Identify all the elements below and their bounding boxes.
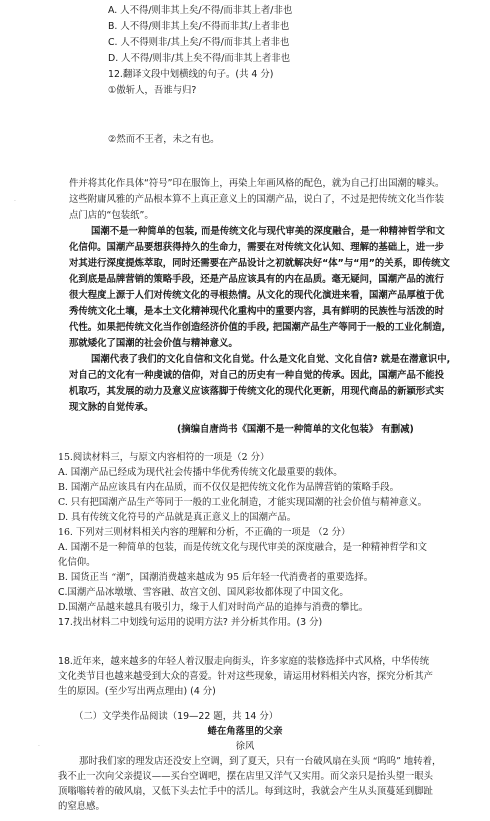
q11-option-d: D. 人不得/则非/其上矣不得/而非其上者非也 [108, 53, 291, 64]
q11-option-c: C. 人不得则非/其上矣/不得/而非其上者非也 [108, 37, 290, 48]
margin-mark: · [14, 198, 16, 205]
material-line: 秀传统文化土壤，是本土文化精神现代化重构中的重要内容，具有鲜明的民族性与活泼的时 [69, 306, 445, 317]
q15-option-c: C. 只有把国潮产品生产等同于一般的工业化制造，才能实现国潮的社会价值与精神意义。 [58, 497, 428, 508]
material-source: (摘编自唐尚书《国潮不是一种简单的文化包装》 有删减) [177, 424, 414, 435]
story-line: 我不止一次向父亲提议——买台空调吧，摆在店里又洋气又实用。而父亲只是抬头望一眼头 [58, 771, 434, 782]
story-line: 的窒息感。 [58, 801, 105, 812]
material-line: 很大程度上源于人们对传统文化的寻根热情。从文化的现代化演进来看，国潮产品厚植于优 [69, 290, 445, 301]
q18-line: 文化类节目也越来越受到大众的喜爱。针对这些现象，请运用材料相关内容，探究分析其产 [58, 671, 434, 682]
material-line: 对自己的文化有一种虔诚的信仰，对自己的历史有一种自觉的传承。因此，国潮产品不能投 [69, 370, 445, 381]
story-author: 徐风 [235, 741, 255, 752]
material-line: 国潮不是一种简单的包装, 而是传统文化与现代审美的深度融合，是一种精神哲学和文 [91, 226, 445, 237]
q17-stem: 17.找出材料二中划线句运用的说明方法? 并分析其作用。(3 分) [58, 617, 323, 628]
margin-mark: · [38, 743, 40, 750]
q15-option-d: D. 具有传统文化符号的产品就是真正意义上的国潮产品。 [58, 512, 297, 523]
q11-option-a: A. 人不得/则非其上矣/不得/而非其上者/非也 [108, 5, 293, 16]
q16-stem: 16. 下列对三则材料相关内容的理解和分析，不正确的一项是 （2 分） [58, 527, 351, 538]
q16-line: C.国潮产品冰墩墩、雪容融、故宫文创、国风彩妆都体现了中国文化。 [58, 587, 349, 598]
material-line: 国潮代表了我们的文化自信和文化自觉。什么是文化自觉、文化自信? 就是在潜意识中, [91, 354, 451, 365]
material-line: 那就矮化了国潮的社会价值与精神意义。 [69, 338, 238, 349]
story-title: 蜷在角落里的父亲 [207, 726, 283, 737]
material-line: 机取巧，其发展的动力及意义应该落脚于传统文化的现代化更新，用现代商品的新颖形式实 [69, 386, 445, 397]
material-line: 这些附庸风雅的产品根本算不上真正意义上的国潮产品，说白了，不过是把传统文化当作装 [69, 194, 445, 205]
story-line: 那时我们家的理发店还没安上空调，到了夏天，只有一台破风扇在头顶 “呜呜” 地转着， [79, 756, 442, 767]
q16-line: A. 国潮不是一种简单的包装，而是传统文化与现代审美的深度融合，是一种精神哲学和文 [58, 542, 427, 553]
q18-line: 生的原因。(至少写出两点理由) (4 分) [58, 686, 216, 697]
material-line: 点门店的“包装纸”。 [69, 210, 154, 221]
q15-option-a: A. 国潮产品已经成为现代社会传播中华优秀传统文化最重要的载体。 [58, 467, 343, 478]
material-line: 代性。如果把传统文化当作创造经济价值的手段, 把国潮产品生产等同于一般的工业化制造, [69, 322, 446, 333]
material-line: 化到底是品牌营销的策略手段，还是产品应该具有的内在品质。毫无疑问，国潮产品的流行 [69, 274, 445, 285]
q12-stem: 12.翻译文段中划横线的句子。(共 4 分) [108, 69, 274, 80]
material-line: 现文脉的自觉传承。 [69, 402, 154, 413]
q15-stem: 15.阅读材料三，与原文内容相符的一项是（2 分） [58, 452, 270, 463]
material-line: 件并将其化作具体“符号”印在服饰上，再染上年画风格的配色，就为自己打出国潮的噱头。 [69, 178, 445, 189]
q15-option-b: B. 国潮产品应该具有内在品质，而不仅仅是把传统文化作为品牌营销的策略手段。 [58, 482, 399, 493]
material-line: 对其进行深度提炼萃取，同时还需要在产品设计之初就解决好“体”与“用”的关系，即传统文 [69, 258, 450, 269]
q12-item-1: ①傲斩人，吾谁与归? [108, 85, 197, 96]
story-line: 顶嗡嗡转着的破风扇，又低下头去忙手中的活儿。每到这时，我就会产生从头顶蔓延到脚趾 [58, 786, 434, 797]
q16-line: B. 国货正当 “潮”，国潮消费越来越成为 95 后年轻一代消费者的重要选择。 [58, 572, 374, 583]
material-line: 化信仰。国潮产品要想获得持久的生命力，需要在对传统文化认知、理解的基础上，进一步 [69, 242, 445, 253]
q12-item-2: ②然而不王者，未之有也。 [108, 134, 220, 145]
q16-line: D.国潮产品越来越具有吸引力，缘于人们对时尚产品的追捧与消费的攀比。 [58, 602, 369, 613]
q18-line: 18.近年来，越来越多的年轻人着汉服走向街头，许多家庭的装修选择中式风格，中华传统 [58, 656, 430, 667]
q16-line: 化信仰。 [58, 557, 96, 568]
section-heading: （二）文学类作品阅读（19—22 题，共 14 分） [74, 711, 279, 722]
q11-option-b: B. 人不得/则非其上矣/不得而非其/上者非也 [108, 21, 290, 32]
